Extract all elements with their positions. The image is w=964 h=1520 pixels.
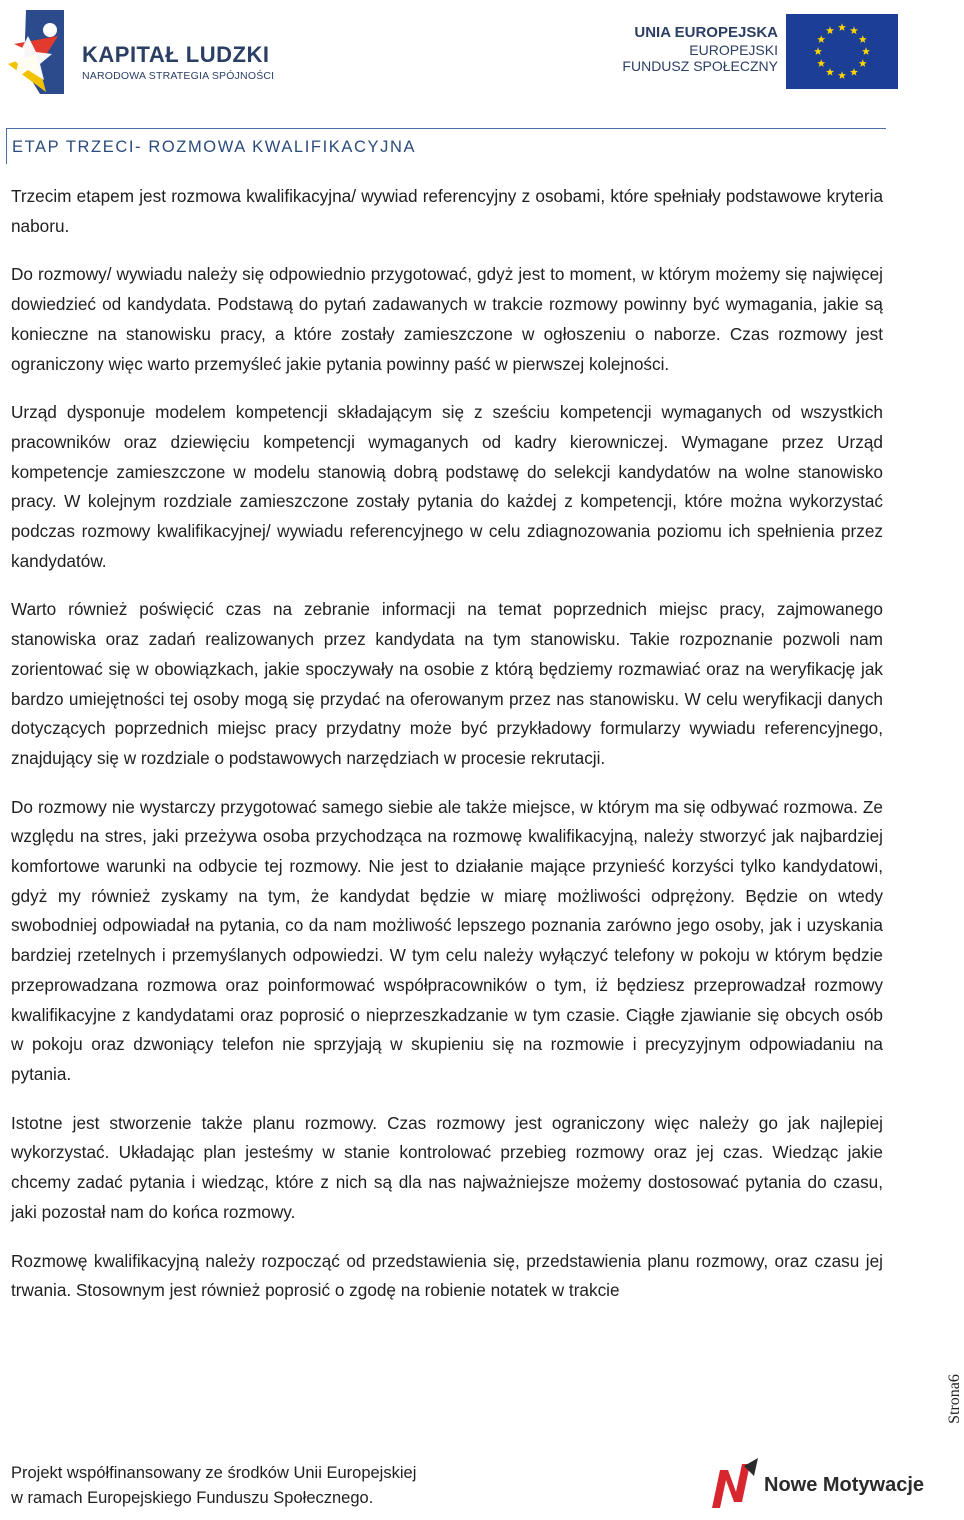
kapital-ludzki-logo	[6, 8, 286, 98]
page-number	[944, 1368, 964, 1434]
footer-line-1: Projekt współfinansowany ze środków Unii Europejskiej	[11, 1464, 417, 1482]
eu-line-european: EUROPEJSKI	[689, 42, 778, 58]
footer-text	[11, 1461, 416, 1511]
eu-logo-text	[622, 24, 778, 74]
nowe-motywacje-logo	[708, 1456, 940, 1512]
nowe-motywacje-text: Nowe Motywacje	[764, 1474, 925, 1496]
footer-line-2: w ramach Europejskiego Funduszu Społecznego.	[11, 1489, 374, 1507]
section-heading: ETAP TRZECI- ROZMOWA KWALIFIKACYJNA	[12, 138, 417, 156]
nowe-motywacje-emblem-icon	[708, 1456, 762, 1512]
paragraph: Urząd dysponuje modelem kompetencji składającym się z sześciu kompetencji wymaganych od wszystkich pracowników oraz dziewięciu kompetencji wymaganych od kadry kierowniczej. Wymagane przez Urząd kompetencje zamieszczone w modelu stanowią dobrą podstawę do selekcji kandydatów na wolne stanowisko pracy. W kolejnym rozdziale zamieszczone zostały pytania do każdej z kompetencji, które można wykorzystać podczas rozmowy kwalifikacyjnej/ wywiadu referencyjnego w celu zdiagnozowania poziomu ich spełnienia przez kandydatów.	[11, 402, 883, 571]
kapital-ludzki-emblem-icon	[6, 8, 76, 98]
eu-line-union: UNIA EUROPEJSKA	[634, 24, 778, 41]
kapital-ludzki-subtitle: NARODOWA STRATEGIA SPÓJNOŚCI	[82, 70, 275, 82]
heading-rule-left	[6, 128, 7, 164]
kapital-ludzki-title: KAPITAŁ LUDZKI	[82, 42, 270, 67]
paragraph: Trzecim etapem jest rozmowa kwalifikacyjna/ wywiad referencyjny z osobami, które spełniały podstawowe kryteria naboru.	[11, 186, 883, 236]
eu-line-fund: FUNDUSZ SPOŁECZNY	[622, 58, 778, 74]
paragraph: Warto również poświęcić czas na zebranie informacji na temat poprzednich miejsc pracy, zajmowanego stanowiska oraz zadań realizowanych przez kandydata na tym stanowisku. Takie rozpoznanie pozwoli nam zorientować się w obowiązkach, jakie spoczywały na osobie z którą będziemy rozmawiać oraz na weryfikację jak bardzo umiejętności tej osoby mogą się przydać na oferowanym przez nas stanowisku. W celu weryfikacji danych dotyczących poprzednich miejsc pracy przydatny może być przykładowy formularzy wywiadu referencyjnego, znajdujący się w rozdziale o podstawowych narzędziach w procesie rekrutacji.	[11, 599, 883, 768]
paragraph: Rozmowę kwalifikacyjną należy rozpocząć od przedstawienia się, przedstawienia planu rozmowy, oraz czasu jej trwania. Stosownym jest również poprosić o zgodę na robienie notatek w trakcie	[11, 1250, 883, 1301]
eu-logo	[620, 14, 900, 92]
paragraph: Do rozmowy nie wystarczy przygotować samego siebie ale także miejsce, w którym ma się odbywać rozmowa. Ze względu na stres, jaki przeżywa osoba przychodząca na rozmowę kwalifikacyjną, należy stworzyć jak najbardziej komfortowe warunki na odbycie tej rozmowy. Nie jest to działanie mające przynieść korzyści tylko kandydatowi, gdyż my również zyskamy na tym, że kandydat będzie w miarę możliwości odprężony. Będzie on wtedy swobodniej odpowiadał na pytania, co da nam możliwość lepszego poznania zarówno jego osoby, jak i uzyskania bardziej rzetelnych i przemyślanych odpowiedzi. W tym celu należy wyłączyć telefony w pokoju w którym będzie przeprowadzana rozmowa oraz poinformować współpracowników o tym, iż będziesz przeprowadzał rozmowy kwalifikacyjne z kandydatami oraz poprosić o nieprzeszkadzanie w tym czasie. Ciągłe zjawianie się obcych osób w pokoju oraz dzwoniący telefon nie sprzyjają w skupieniu się na rozmowie i precyzyjnym odpowiadaniu na pytania.	[11, 796, 883, 1084]
page-number-label: Strona6	[946, 1374, 963, 1424]
document-body	[11, 182, 883, 1325]
eu-flag-icon	[786, 14, 898, 89]
paragraph: Do rozmowy/ wywiadu należy się odpowiednio przygotować, gdyż jest to moment, w którym możemy się najwięcej dowiedzieć od kandydata. Podstawą do pytań zadawanych w trakcie rozmowy powinny być wymagania, jakie są konieczne na stanowisku pracy, a które zostały zamieszczone w ogłoszeniu o naborze. Czas rozmowy jest ograniczony więc warto przemyśleć jakie pytania powinny paść w pierwszej kolejności.	[11, 264, 883, 374]
heading-rule-top	[6, 128, 886, 129]
paragraph: Istotne jest stworzenie także planu rozmowy. Czas rozmowy jest ograniczony więc należy go jak najlepiej wykorzystać. Układając plan jesteśmy w stanie kontrolować przebieg rozmowy oraz jej czas. Wiedząc jakie chcemy zadać pytania i wiedząc, które z nich są dla nas najważniejsze możemy dostosować pytania do czasu, jaki pozostał nam do końca rozmowy.	[11, 1112, 883, 1222]
